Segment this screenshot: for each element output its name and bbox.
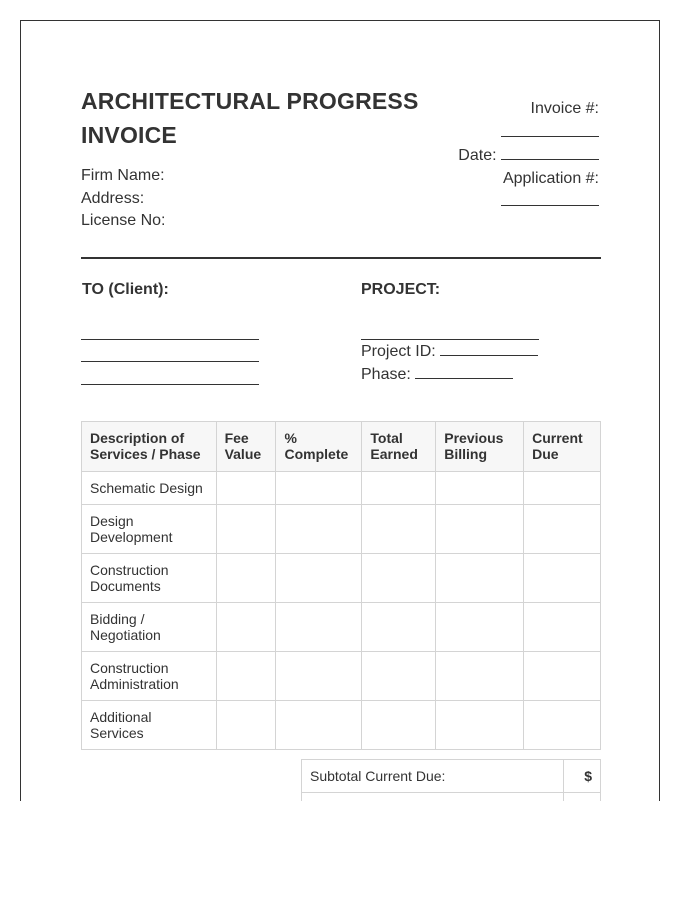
summary-table: [301, 759, 601, 801]
invoice-number-field[interactable]: [501, 121, 599, 137]
table-row: [82, 505, 601, 554]
summary-row: [302, 793, 601, 802]
application-number-field[interactable]: [501, 190, 599, 206]
total-earned-cell[interactable]: [362, 554, 436, 603]
percent-complete-cell[interactable]: [276, 472, 362, 505]
table-row: [82, 603, 601, 652]
summary-label-cell: [302, 793, 564, 802]
client-heading: TO (Client):: [82, 281, 169, 298]
invoice-page: [20, 20, 660, 801]
client-fields: [81, 317, 259, 385]
subtotal-value[interactable]: $: [564, 760, 601, 793]
percent-complete-cell[interactable]: [276, 603, 362, 652]
fee-value-cell[interactable]: [216, 472, 276, 505]
previous-billing-cell[interactable]: [436, 603, 524, 652]
fee-value-cell[interactable]: [216, 554, 276, 603]
project-heading: PROJECT:: [361, 281, 441, 298]
service-description: Construction Administration: [82, 652, 217, 701]
date-label: Date:: [458, 147, 497, 164]
project-id-label: Project ID:: [361, 342, 436, 360]
service-description: Additional Services: [82, 701, 217, 750]
current-due-cell[interactable]: [524, 701, 601, 750]
firm-name-label: Firm Name:: [81, 167, 165, 184]
date-field[interactable]: [501, 144, 599, 160]
table-row: [82, 701, 601, 750]
fee-value-cell[interactable]: [216, 652, 276, 701]
summary-value-cell[interactable]: [564, 793, 601, 802]
total-earned-cell[interactable]: [362, 603, 436, 652]
client-line-1[interactable]: [81, 317, 259, 340]
previous-billing-cell[interactable]: [436, 652, 524, 701]
table-row: [82, 554, 601, 603]
column-header-percent-complete: % Complete: [276, 422, 362, 472]
address-label: Address:: [81, 189, 145, 207]
invoice-title: ARCHITECTURAL PROGRESS INVOICE: [81, 88, 419, 148]
service-description: Schematic Design: [82, 472, 217, 505]
total-earned-cell[interactable]: [362, 652, 436, 701]
percent-complete-cell[interactable]: [276, 505, 362, 554]
percent-complete-cell[interactable]: [276, 701, 362, 750]
header-divider: [81, 257, 601, 259]
column-header-fee-value: Fee Value: [216, 422, 276, 472]
invoice-number-label: Invoice #:: [530, 100, 599, 117]
percent-complete-cell[interactable]: [276, 652, 362, 701]
client-line-2[interactable]: [81, 340, 259, 363]
previous-billing-cell[interactable]: [436, 554, 524, 603]
total-earned-cell[interactable]: [362, 505, 436, 554]
fee-value-cell[interactable]: [216, 603, 276, 652]
current-due-cell[interactable]: [524, 652, 601, 701]
project-id-field[interactable]: [440, 340, 538, 356]
services-table: [81, 421, 601, 750]
invoice-meta: [458, 98, 599, 214]
table-header-row: [82, 422, 601, 472]
service-description: Bidding / Negotiation: [82, 603, 217, 652]
client-line-3[interactable]: [81, 362, 259, 385]
column-header-previous-billing: Previous Billing: [436, 422, 524, 472]
fee-value-cell[interactable]: [216, 505, 276, 554]
firm-info: [81, 165, 166, 233]
column-header-current-due: Current Due: [524, 422, 601, 472]
license-label: License No:: [81, 212, 166, 229]
service-description: Construction Documents: [82, 554, 217, 603]
current-due-cell[interactable]: [524, 505, 601, 554]
total-earned-cell[interactable]: [362, 472, 436, 505]
column-header-total-earned: Total Earned: [362, 422, 436, 472]
current-due-cell[interactable]: [524, 603, 601, 652]
previous-billing-cell[interactable]: [436, 701, 524, 750]
table-row: [82, 652, 601, 701]
previous-billing-cell[interactable]: [436, 472, 524, 505]
phase-label: Phase:: [361, 366, 411, 383]
project-name-line[interactable]: [361, 317, 539, 340]
column-header-description: Description of Services / Phase: [82, 422, 217, 472]
table-row: [82, 472, 601, 505]
application-number-label: Application #:: [502, 169, 599, 187]
service-description: Design Development: [82, 505, 217, 554]
total-earned-cell[interactable]: [362, 701, 436, 750]
subtotal-label: Subtotal Current Due:: [302, 760, 564, 793]
fee-value-cell[interactable]: [216, 701, 276, 750]
previous-billing-cell[interactable]: [436, 505, 524, 554]
current-due-cell[interactable]: [524, 554, 601, 603]
project-fields: [361, 317, 539, 387]
percent-complete-cell[interactable]: [276, 554, 362, 603]
current-due-cell[interactable]: [524, 472, 601, 505]
phase-field[interactable]: [415, 363, 513, 379]
subtotal-row: [302, 760, 601, 793]
